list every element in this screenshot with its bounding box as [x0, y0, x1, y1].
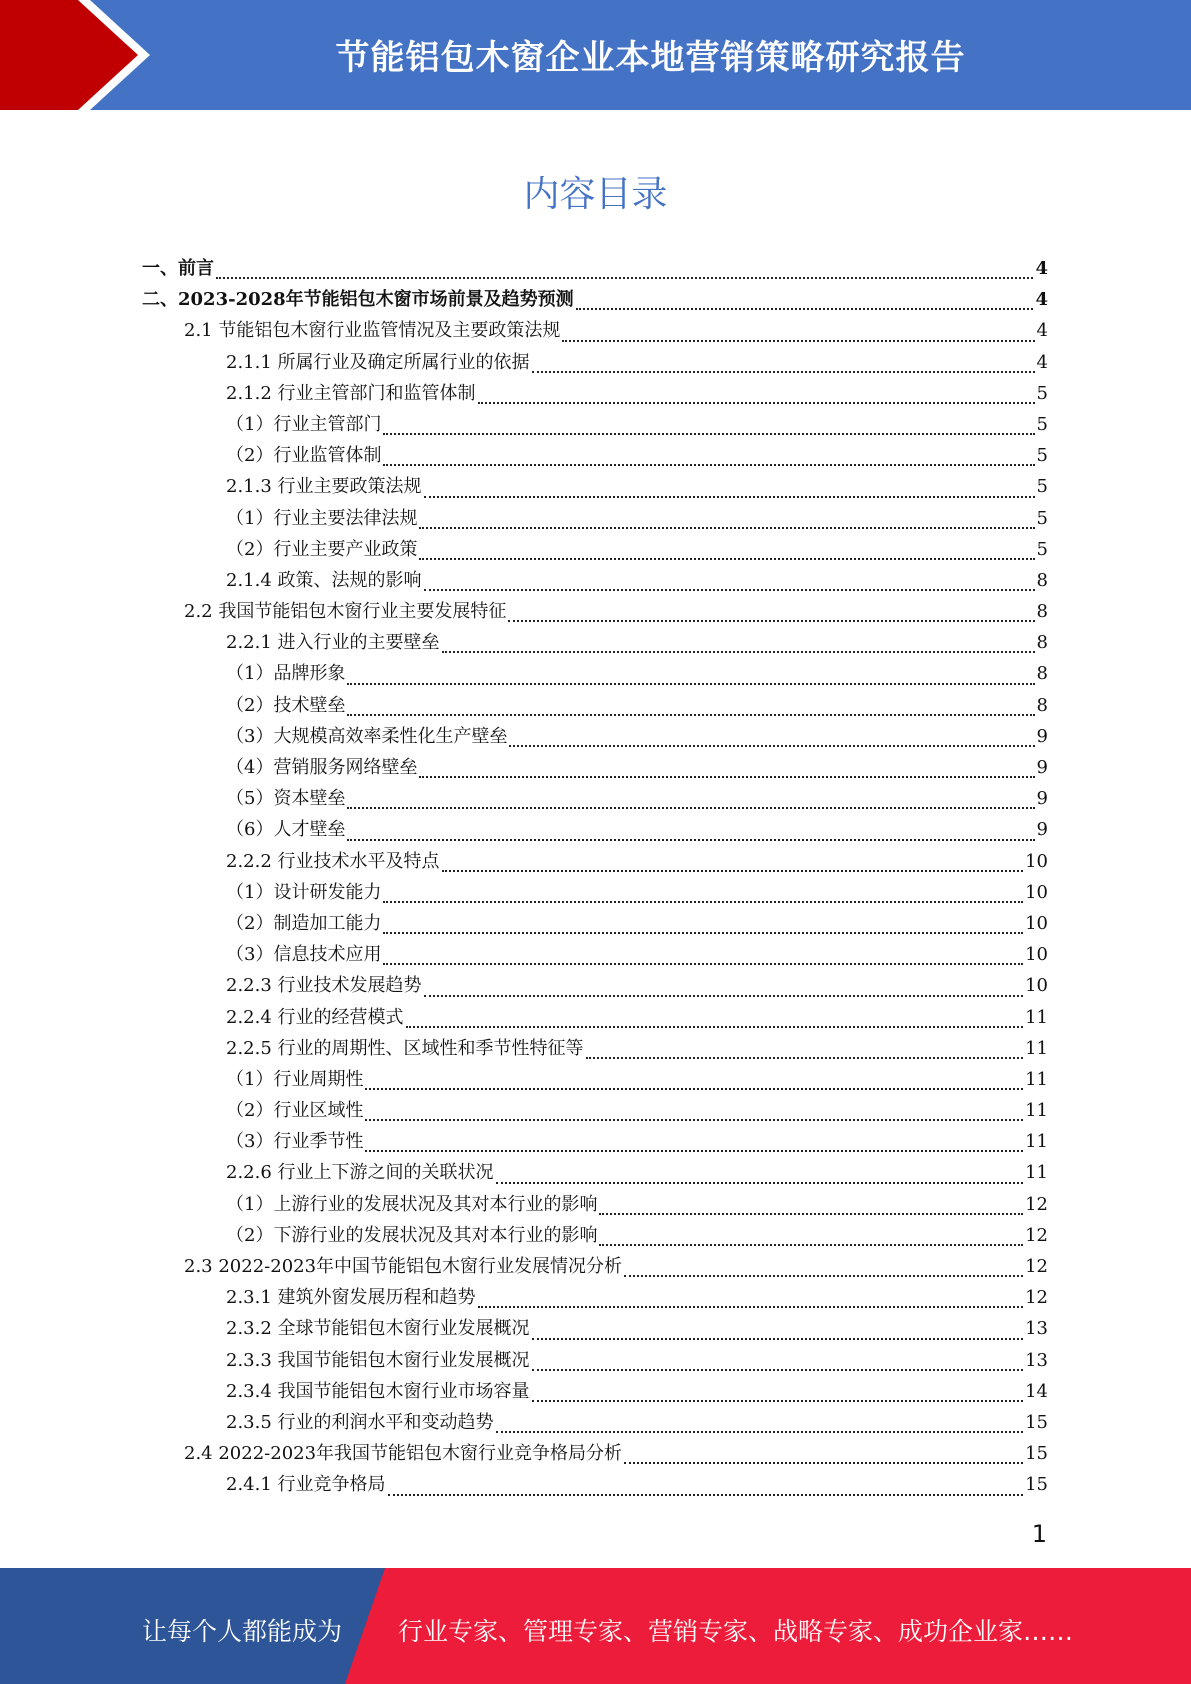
toc-entry-page: 15: [1025, 1443, 1048, 1465]
toc-entry-text: （2）行业区域性: [226, 1100, 364, 1122]
toc-entry-page: 9: [1036, 725, 1048, 747]
toc-entry-page: 10: [1025, 881, 1048, 903]
toc-entry-text: 2.1.3 行业主要政策法规: [226, 476, 422, 498]
toc-entry[interactable]: [142, 847, 1048, 878]
toc-entry[interactable]: [142, 1127, 1048, 1158]
toc-entry[interactable]: [142, 1003, 1048, 1034]
toc-entry-text: （2）制造加工能力: [226, 912, 382, 934]
toc-entry[interactable]: [142, 691, 1048, 722]
toc-entry[interactable]: [142, 628, 1048, 659]
toc-entry-text: 2.2 我国节能铝包木窗行业主要发展特征: [184, 601, 507, 623]
toc-leader-dots: [496, 1181, 1024, 1184]
toc-entry-text: （1）行业主要法律法规: [226, 507, 418, 529]
toc-leader-dots: [442, 650, 1035, 653]
toc-entry[interactable]: [142, 1190, 1048, 1221]
toc-entry[interactable]: [142, 815, 1048, 846]
toc-entry[interactable]: [142, 971, 1048, 1002]
toc-entry-page: 11: [1025, 1037, 1048, 1059]
toc-entry-text: （3）行业季节性: [226, 1131, 364, 1153]
toc-entry-page: 5: [1036, 382, 1048, 404]
toc-entry[interactable]: [142, 722, 1048, 753]
toc-entry[interactable]: [142, 504, 1048, 535]
toc-entry-text: （2）技术壁垒: [226, 694, 346, 716]
toc-entry[interactable]: [142, 1096, 1048, 1127]
toc-entry[interactable]: [142, 1221, 1048, 1252]
toc-entry-text: 2.2.1 进入行业的主要壁垒: [226, 632, 440, 654]
toc-entry-page: 4: [1036, 320, 1048, 342]
toc-leader-dots: [424, 994, 1024, 997]
toc-leader-dots: [562, 339, 1034, 342]
toc-leader-dots: [424, 495, 1035, 498]
toc-entry-page: 13: [1025, 1318, 1048, 1340]
toc-entry-page: 11: [1025, 1068, 1048, 1090]
toc-leader-dots: [532, 1337, 1024, 1340]
toc-leader-dots: [388, 1493, 1024, 1496]
toc-entry-text: （2）下游行业的发展状况及其对本行业的影响: [226, 1224, 598, 1246]
toc-entry[interactable]: [142, 566, 1048, 597]
toc-entry-page: 8: [1036, 569, 1048, 591]
toc-entry[interactable]: [142, 472, 1048, 503]
toc-leader-dots: [383, 962, 1023, 965]
toc-entry-text: 2.1.2 行业主管部门和监管体制: [226, 382, 476, 404]
toc-entry[interactable]: [142, 1346, 1048, 1377]
toc-leader-dots: [383, 931, 1023, 934]
toc-entry-page: 5: [1036, 476, 1048, 498]
toc-entry-page: 8: [1036, 663, 1048, 685]
toc-entry-text: 2.2.4 行业的经营模式: [226, 1006, 404, 1028]
toc-leader-dots: [532, 1368, 1024, 1371]
toc-leader-dots: [347, 682, 1034, 685]
toc-leader-dots: [216, 276, 1033, 279]
toc-entry-text: （2）行业主要产业政策: [226, 538, 418, 560]
toc-leader-dots: [365, 1149, 1023, 1152]
toc-entry-page: 8: [1036, 601, 1048, 623]
toc-entry-text: 2.2.5 行业的周期性、区域性和季节性特征等: [226, 1037, 584, 1059]
toc-leader-dots: [624, 1461, 1023, 1464]
footer-slogan-left: 让每个人都能成为: [142, 1617, 343, 1646]
toc-entry-text: 2.1 节能铝包木窗行业监管情况及主要政策法规: [184, 320, 561, 342]
toc-entry[interactable]: [142, 1065, 1048, 1096]
toc-entry-page: 8: [1036, 694, 1048, 716]
toc-entry-text: （3）大规模高效率柔性化生产壁垒: [226, 725, 508, 747]
toc-entry-text: （1）行业周期性: [226, 1068, 364, 1090]
toc-heading: 内容目录: [523, 174, 668, 215]
toc-entry[interactable]: [142, 316, 1048, 347]
toc-entry[interactable]: [142, 1283, 1048, 1314]
toc-entry[interactable]: [142, 441, 1048, 472]
toc-leader-dots: [347, 713, 1034, 716]
toc-entry-page: 10: [1025, 944, 1048, 966]
toc-entry[interactable]: [142, 1377, 1048, 1408]
toc-entry[interactable]: [142, 659, 1048, 690]
toc-leader-dots: [419, 526, 1034, 529]
toc-entry-text: 一、前言: [142, 258, 214, 279]
toc-entry-page: 5: [1036, 507, 1048, 529]
toc-leader-dots: [383, 900, 1023, 903]
toc-leader-dots: [406, 1025, 1024, 1028]
toc-leader-dots: [419, 557, 1034, 560]
toc-entry-page: 11: [1025, 1006, 1048, 1028]
toc-entry-page: 13: [1025, 1349, 1048, 1371]
toc-entry-text: 2.3.5 行业的利润水平和变动趋势: [226, 1411, 494, 1433]
toc-leader-dots: [365, 1118, 1023, 1121]
toc-entry-page: 14: [1025, 1380, 1048, 1402]
toc-entry[interactable]: [142, 348, 1048, 379]
toc-leader-dots: [347, 806, 1034, 809]
toc-leader-dots: [347, 838, 1034, 841]
toc-entry-page: 12: [1025, 1256, 1048, 1277]
toc-leader-dots: [478, 401, 1035, 404]
toc-entry-text: 2.4 2022-2023年我国节能铝包木窗行业竞争格局分析: [184, 1443, 623, 1465]
toc-entry-page: 15: [1025, 1474, 1048, 1496]
toc-leader-dots: [383, 432, 1034, 435]
toc-leader-dots: [365, 1087, 1023, 1090]
toc-entry[interactable]: [142, 878, 1048, 909]
toc-entry-page: 8: [1036, 632, 1048, 654]
toc-entry[interactable]: [142, 1158, 1048, 1189]
toc-entry-page: 15: [1025, 1411, 1048, 1433]
toc-leader-dots: [496, 1430, 1024, 1433]
toc-entry-page: 10: [1025, 912, 1048, 934]
toc-entry-text: 2.2.2 行业技术水平及特点: [226, 850, 440, 872]
toc-entry-page: 10: [1025, 975, 1048, 997]
toc-entry-page: 11: [1025, 1131, 1048, 1153]
toc-entry[interactable]: [142, 535, 1048, 566]
toc-leader-dots: [478, 1305, 1024, 1308]
toc-leader-dots: [442, 869, 1024, 872]
toc-entry-text: 2.3.3 我国节能铝包木窗行业发展概况: [226, 1349, 530, 1371]
toc-entry-text: （1）品牌形象: [226, 663, 346, 685]
toc-leader-dots: [576, 307, 1034, 310]
toc-entry-page: 4: [1035, 258, 1048, 279]
toc-leader-dots: [599, 1243, 1023, 1246]
toc-leader-dots: [599, 1212, 1023, 1215]
toc-entry-text: （1）设计研发能力: [226, 881, 382, 903]
toc-entry[interactable]: [142, 1439, 1048, 1470]
toc-leader-dots: [383, 463, 1034, 466]
toc-entry-text: 2.4.1 行业竞争格局: [226, 1474, 386, 1496]
toc-entry[interactable]: [142, 1470, 1048, 1501]
toc-entry-page: 11: [1025, 1100, 1048, 1122]
toc-entry-text: 2.3 2022-2023年中国节能铝包木窗行业发展情况分析: [184, 1256, 623, 1277]
toc-entry-page: 5: [1036, 538, 1048, 560]
page-number: 1: [1031, 1520, 1047, 1548]
toc-leader-dots: [532, 370, 1035, 373]
toc-entry-page: 12: [1025, 1287, 1048, 1309]
toc-leader-dots: [586, 1056, 1024, 1059]
toc-leader-dots: [424, 588, 1035, 591]
toc-entry-text: （5）资本壁垒: [226, 788, 346, 810]
toc-entry-text: 2.1.1 所属行业及确定所属行业的依据: [226, 351, 530, 373]
toc-entry-text: 2.2.6 行业上下游之间的关联状况: [226, 1162, 494, 1184]
table-of-contents: [142, 254, 1048, 1502]
toc-entry[interactable]: [142, 597, 1048, 628]
header-banner: [0, 0, 1191, 110]
toc-entry[interactable]: [142, 1408, 1048, 1439]
toc-entry-text: 2.3.1 建筑外窗发展历程和趋势: [226, 1287, 476, 1309]
toc-entry-text: （6）人才壁垒: [226, 819, 346, 841]
toc-entry-text: 2.3.4 我国节能铝包木窗行业市场容量: [226, 1380, 530, 1402]
toc-entry-text: 2.1.4 政策、法规的影响: [226, 569, 422, 591]
toc-entry-page: 11: [1025, 1162, 1048, 1184]
toc-entry[interactable]: [142, 285, 1048, 316]
toc-entry[interactable]: [142, 410, 1048, 441]
toc-entry-text: （1）行业主管部门: [226, 413, 382, 435]
toc-entry[interactable]: [142, 254, 1048, 285]
toc-entry-text: （4）营销服务网络壁垒: [226, 757, 418, 778]
toc-entry-page: 5: [1036, 445, 1048, 467]
toc-entry-page: 10: [1025, 850, 1048, 872]
toc-entry-page: 4: [1036, 351, 1048, 373]
toc-entry-page: 9: [1036, 757, 1048, 778]
toc-entry-text: 2.3.2 全球节能铝包木窗行业发展概况: [226, 1318, 530, 1340]
footer-banner: [0, 1568, 1191, 1684]
toc-entry-page: 12: [1025, 1224, 1048, 1246]
toc-entry-page: 12: [1025, 1193, 1048, 1215]
toc-leader-dots: [532, 1399, 1024, 1402]
toc-entry[interactable]: [142, 1314, 1048, 1345]
toc-entry[interactable]: [142, 940, 1048, 971]
header-arrow-decoration: [0, 0, 170, 110]
toc-leader-dots: [509, 744, 1034, 747]
toc-entry-text: 二、2023-2028年节能铝包木窗市场前景及趋势预测: [142, 289, 574, 311]
toc-entry-text: （3）信息技术应用: [226, 944, 382, 966]
toc-entry[interactable]: [142, 379, 1048, 410]
header-title: 节能铝包木窗企业本地营销策略研究报告: [335, 38, 966, 78]
toc-entry-text: （2）行业监管体制: [226, 445, 382, 467]
toc-entry-text: 2.2.3 行业技术发展趋势: [226, 975, 422, 997]
toc-entry[interactable]: [142, 1034, 1048, 1065]
toc-entry[interactable]: [142, 909, 1048, 940]
toc-entry[interactable]: [142, 1252, 1048, 1283]
footer-slogan-right: 行业专家、管理专家、营销专家、战略专家、成功企业家……: [398, 1617, 1074, 1646]
toc-entry-page: 5: [1036, 413, 1048, 435]
toc-entry-page: 9: [1036, 819, 1048, 841]
toc-leader-dots: [419, 775, 1034, 778]
toc-entry-page: 4: [1035, 289, 1048, 311]
toc-leader-dots: [624, 1274, 1023, 1277]
toc-entry[interactable]: [142, 753, 1048, 784]
toc-entry-page: 9: [1036, 788, 1048, 810]
toc-leader-dots: [508, 619, 1034, 622]
toc-entry[interactable]: [142, 784, 1048, 815]
toc-entry-text: （1）上游行业的发展状况及其对本行业的影响: [226, 1193, 598, 1215]
